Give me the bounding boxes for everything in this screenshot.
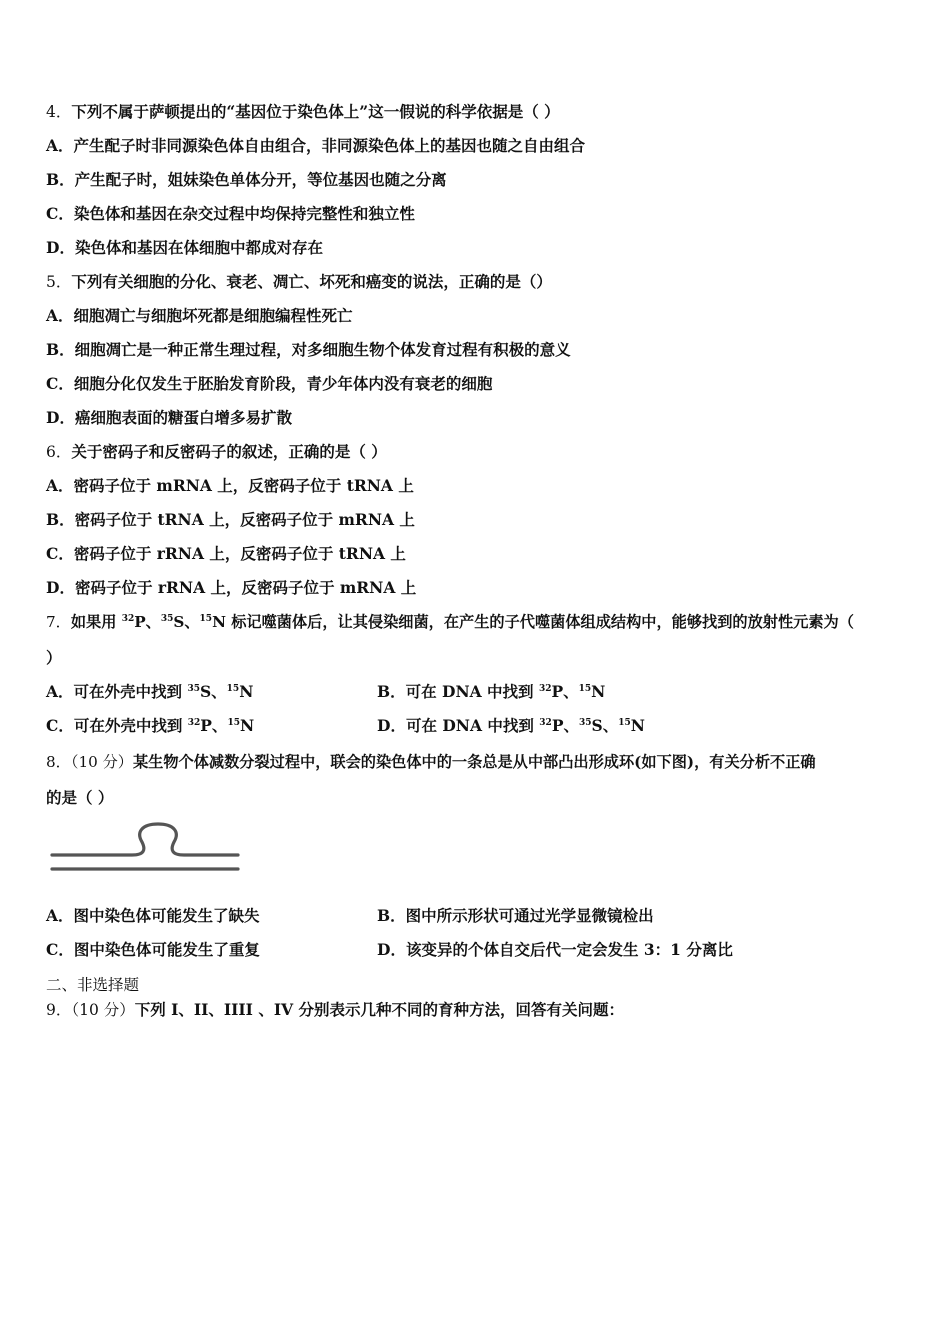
q4-option-d [46,238,323,258]
option-text: 图中染色体可能发生了缺失 [73,906,260,925]
question-4-stem [46,102,560,122]
question-5-stem [46,272,552,292]
q6-option-d [46,578,416,598]
option-text: 可在外壳中找到 [73,682,188,701]
isotope-mass: 15 [199,614,213,624]
q5-option-a [46,306,353,326]
question-9-stem [46,1000,624,1020]
q8-option-d [377,940,733,960]
isotope-mass: 15 [618,718,631,728]
q5-option-b [46,340,571,360]
q7-option-b [377,682,605,702]
option-letter: B． [46,170,75,189]
isotope-mass: 35 [187,684,200,694]
option-text: 产生配子时，姐妹染色单体分开，等位基因也随之分离 [74,170,447,189]
option-letter: D． [377,716,406,735]
option-letter: A． [46,906,74,925]
q6-option-b [46,510,415,530]
question-text: 下列不属于萨顿提出的“基因位于染色体上”这一假说的科学依据是（ ） [71,102,560,121]
isotope-mass: 32 [539,718,552,728]
option-letter: B． [46,510,75,529]
question-7-stem [46,612,854,632]
option-letter: B． [377,906,406,925]
option-text: 可在外壳中找到 [73,716,188,735]
element: S、 [591,716,619,735]
element: N [239,716,255,735]
q7-option-a [46,682,253,702]
option-text: 密码子位于 rRNA 上，反密码子位于 mRNA 上 [74,578,417,597]
option-letter: D． [46,578,75,597]
option-letter: C． [46,716,74,735]
option-text: 细胞分化仅发生于胚胎发育阶段，青少年体内没有衰老的细胞 [73,374,493,393]
question-text: 下列 I、II、IIII 、IV 分别表示几种不同的育种方法，回答有关问题： [134,1000,625,1019]
question-score: （10 分） [71,1001,135,1019]
option-text: 可在 DNA 中找到 [405,716,540,735]
isotope-mass: 32 [121,614,135,624]
question-6-stem [46,442,387,462]
option-letter: C． [46,204,74,223]
q5-option-d [46,408,292,428]
option-letter: A． [46,476,74,495]
option-text: 细胞凋亡与细胞坏死都是细胞编程性死亡 [73,306,353,325]
option-text: 细胞凋亡是一种正常生理过程，对多细胞生物个体发育过程有积极的意义 [74,340,571,359]
q6-option-c [46,544,406,564]
option-text: 图中染色体可能发生了重复 [73,940,260,959]
element: P、 [200,716,228,735]
question-number: 5． [46,273,72,291]
question-text [71,613,854,631]
question-text: 某生物个体减数分裂过程中，联会的染色体中的一条总是从中部凸出形成环(如下图)，有关分析不正确 [132,753,816,771]
q8-option-b [377,906,654,926]
q7-option-d [377,716,645,736]
option-text: 癌细胞表面的糖蛋白增多易扩散 [74,408,292,427]
question-score: （10 分） [70,753,133,771]
question-7-stem-cont: ） [46,648,62,667]
isotope-mass: 32 [187,718,201,728]
element: P、 [551,716,579,735]
q4-option-c [46,204,415,224]
isotope-mass: 35 [578,718,592,728]
element: P、 [134,613,161,631]
section-heading: 二、非选择题 [46,976,140,994]
option-letter: D． [377,940,406,959]
option-letter: C． [46,374,74,393]
stem-text-post: N 标记噬菌体后，让其侵染细菌，在产生的子代噬菌体组成结构中，能够找到的放射性元素为（ [212,613,854,631]
element: P、 [551,682,579,701]
option-text: 可在 DNA 中找到 [405,682,539,701]
question-8-stem [46,752,816,772]
chromosome-upper [52,824,238,855]
option-text: 染色体和基因在体细胞中都成对存在 [74,238,323,257]
option-text: 图中所示形状可通过光学显微镜检出 [405,906,654,925]
option-letter: B． [377,682,406,701]
q7-option-c [46,716,254,736]
option-letter: B． [46,340,75,359]
question-8-stem-cont: 的是（ ） [46,788,114,807]
option-text: 密码子位于 tRNA 上，反密码子位于 mRNA 上 [74,510,415,529]
option-letter: D． [46,408,75,427]
isotope-mass: 35 [160,614,174,624]
question-number: 4． [46,103,72,121]
option-letter: A． [46,682,74,701]
option-text: 产生配子时非同源染色体自由组合，非同源染色体上的基因也随之自由组合 [73,136,586,155]
option-letter: A． [46,136,74,155]
q4-option-b [46,170,447,190]
question-number: 8． [46,753,71,771]
option-text: 密码子位于 rRNA 上，反密码子位于 tRNA 上 [73,544,406,563]
q8-option-a [46,906,260,926]
option-letter: A． [46,306,74,325]
element: N [630,716,645,735]
question-number: 6． [46,443,72,461]
question-number: 7． [46,613,71,631]
element: S、 [199,682,227,701]
stem-text-pre: 如果用 [70,613,122,631]
isotope-mass: 32 [538,684,552,694]
q4-option-a [46,136,585,156]
option-text: 该变异的个体自交后代一定会发生 3：1 分离比 [405,940,733,959]
q5-option-c [46,374,492,394]
element: S、 [173,613,200,631]
isotope-mass: 15 [226,684,240,694]
isotope-mass: 15 [227,718,240,728]
isotope-mass: 15 [578,684,592,694]
element: N [239,682,254,701]
chromosome-loop-figure [48,820,243,876]
question-text: 下列有关细胞的分化、衰老、凋亡、坏死和癌变的说法，正确的是（） [71,272,552,291]
option-letter: D． [46,238,75,257]
option-letter: C． [46,544,74,563]
option-text: 染色体和基因在杂交过程中均保持完整性和独立性 [73,204,415,223]
q6-option-a [46,476,414,496]
option-letter: C． [46,940,74,959]
option-text: 密码子位于 mRNA 上，反密码子位于 tRNA 上 [73,476,414,495]
question-text: 关于密码子和反密码子的叙述，正确的是（ ） [71,442,387,461]
element: N [591,682,606,701]
question-number: 9． [46,1001,72,1019]
q8-option-c [46,940,260,960]
